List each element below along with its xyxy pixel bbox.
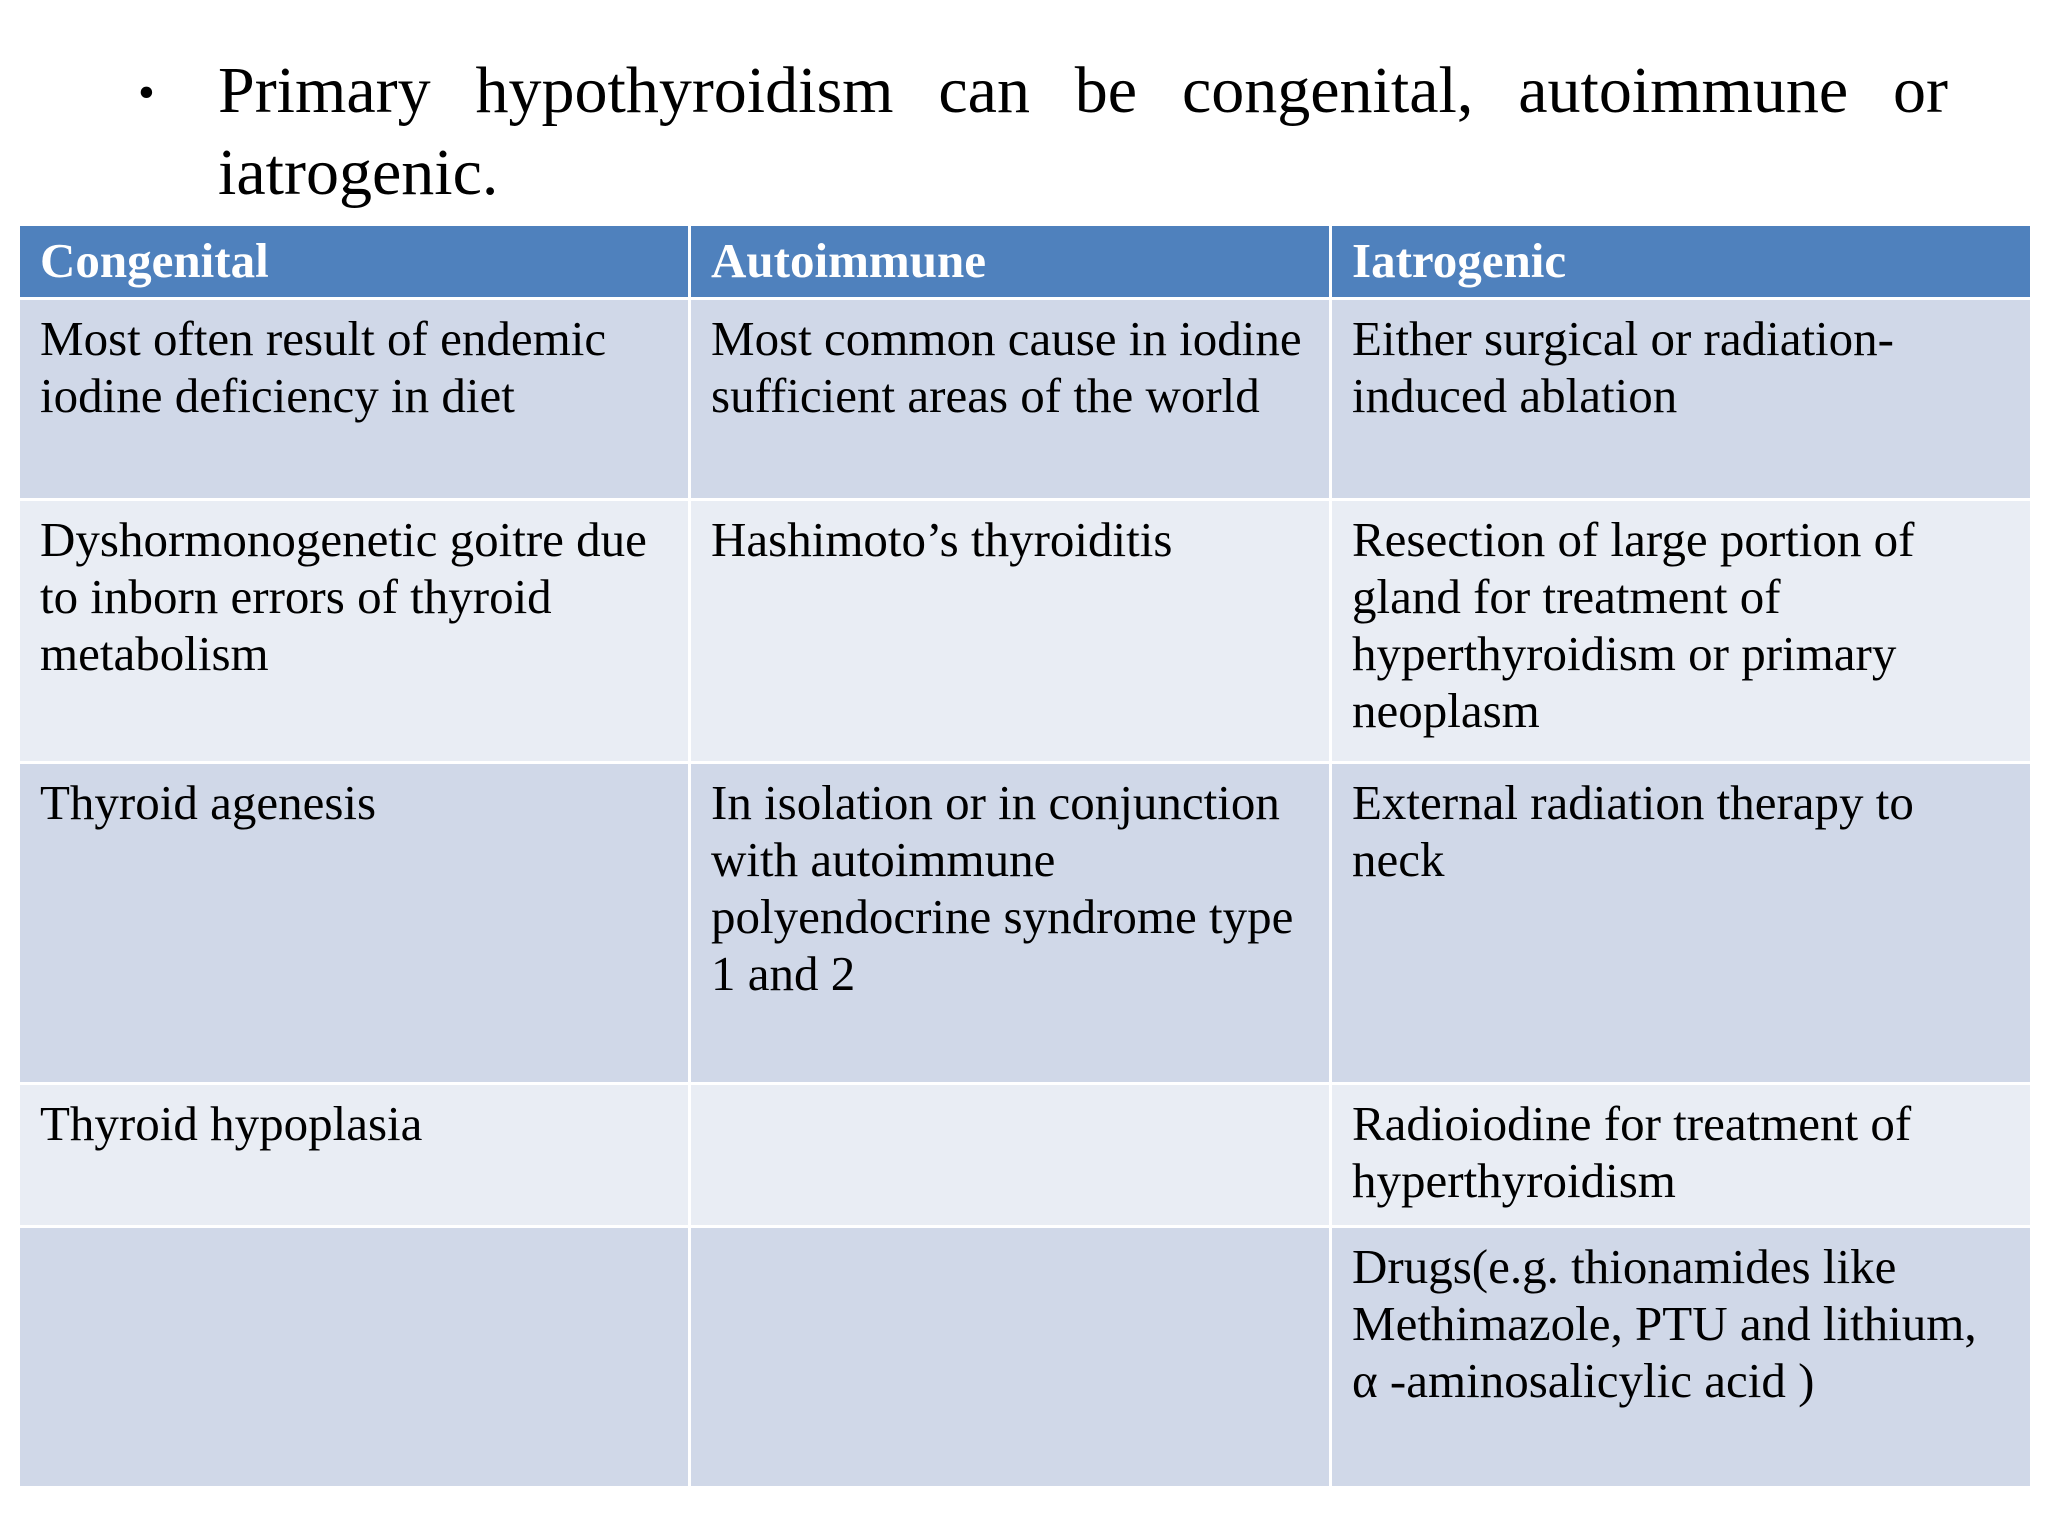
cell-congenital: Most often result of endemic iodine deficiency in diet (19, 299, 690, 500)
cell-autoimmune: Most common cause in iodine sufficient areas of the world (690, 299, 1331, 500)
hypothyroidism-causes-table (17, 223, 2033, 1489)
cell-congenital: Thyroid hypoplasia (19, 1084, 690, 1227)
bullet-icon: • (138, 66, 155, 119)
cell-autoimmune: Hashimoto’s thyroiditis (690, 500, 1331, 763)
table-row (19, 299, 2032, 500)
bullet-text: Primary hypothyroidism can be congenital, autoimmune or iatrogenic. (218, 54, 1948, 209)
table-row (19, 1227, 2032, 1488)
table-row (19, 1084, 2032, 1227)
cell-iatrogenic: Drugs(e.g. thionamides like Methimazole, PTU and lithium, α -aminosalicylic acid ) (1331, 1227, 2032, 1488)
table-row (19, 763, 2032, 1084)
cell-autoimmune: In isolation or in conjunction with autoimmune polyendocrine syndrome type 1 and 2 (690, 763, 1331, 1084)
cell-iatrogenic: Either surgical or radiation-induced ablation (1331, 299, 2032, 500)
cell-autoimmune (690, 1227, 1331, 1488)
cell-iatrogenic: Radioiodine for treatment of hyperthyroidism (1331, 1084, 2032, 1227)
cell-iatrogenic: Resection of large portion of gland for treatment of hyperthyroidism or primary neoplasm (1331, 500, 2032, 763)
header-autoimmune: Autoimmune (690, 225, 1331, 299)
header-iatrogenic: Iatrogenic (1331, 225, 2032, 299)
cell-iatrogenic: External radiation therapy to neck (1331, 763, 2032, 1084)
cell-autoimmune (690, 1084, 1331, 1227)
cell-congenital (19, 1227, 690, 1488)
cell-congenital: Thyroid agenesis (19, 763, 690, 1084)
cell-congenital: Dyshormonogenetic goitre due to inborn errors of thyroid metabolism (19, 500, 690, 763)
table-header-row (19, 225, 2032, 299)
header-congenital: Congenital (19, 225, 690, 299)
bullet-point (138, 50, 1948, 214)
table-row (19, 500, 2032, 763)
